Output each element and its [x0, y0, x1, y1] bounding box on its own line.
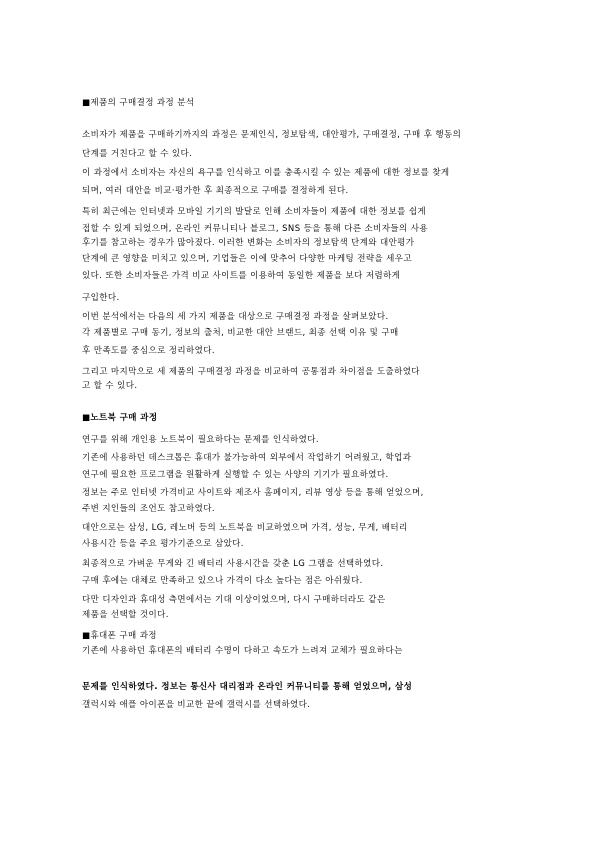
- text-line: 이번 분석에서는 다음의 세 가지 제품을 대상으로 구매결정 과정을 살펴보았다.: [82, 312, 389, 322]
- text-line: 기존에 사용하던 휴대폰의 배터리 수명이 다하고 속도가 느려져 교체가 필요하다는: [82, 646, 403, 656]
- text-line: 주변 지인들의 조언도 참고하였다.: [82, 504, 215, 514]
- text-line: 연구를 위해 개인용 노트북이 필요하다는 문제를 인식하였다.: [82, 435, 319, 445]
- text-line: 제품을 선택할 것이다.: [82, 610, 169, 620]
- text-line: 단계에 큰 영향을 미치고 있으며, 기업들은 이에 맞추어 다양한 마케팅 전략을 세우고: [82, 254, 412, 264]
- text-line: 이 과정에서 소비자는 자신의 욕구를 인식하고 이를 충족시킬 수 있는 제품에 대한 정보를 찾게: [82, 168, 450, 178]
- text-line: 구매 후에는 대체로 만족하고 있으나 가격이 다소 높다는 점은 아쉬웠다.: [82, 576, 363, 586]
- text-line: 갤럭시와 애플 아이폰을 비교한 끝에 갤럭시를 선택하였다.: [82, 700, 311, 710]
- text-line: 대안으로는 삼성, LG, 레노버 등의 노트북을 비교하였으며 가격, 성능, 무게, 배터리: [82, 523, 408, 533]
- text-line: 단계를 거친다고 할 수 있다.: [82, 149, 193, 159]
- text-line: 사용시간 등을 주요 평가기준으로 삼았다.: [82, 539, 244, 549]
- text-line: 되며, 여러 대안을 비교·평가한 후 최종적으로 구매를 결정하게 된다.: [82, 186, 349, 196]
- text-line: 소비자가 제품을 구매하기까지의 과정은 문제인식, 정보탐색, 대안평가, 구매결정, 구매 후 행동의: [82, 130, 462, 140]
- text-line: 특히 최근에는 인터넷과 모바일 기기의 발달로 인해 소비자들이 제품에 대한 정보를 쉽게: [82, 207, 427, 217]
- text-line: 후 만족도를 중심으로 정리하였다.: [82, 346, 215, 356]
- text-line: 고 할 수 있다.: [82, 381, 138, 391]
- text-line: 후기를 참고하는 경우가 많아졌다. 이러한 변화는 소비자의 정보탐색 단계와 대안평가: [82, 238, 415, 248]
- text-line: 최종적으로 가벼운 무게와 긴 배터리 사용시간을 갖춘 LG 그램을 선택하였다.: [82, 559, 384, 569]
- text-line: 각 제품별로 구매 동기, 정보의 출처, 비교한 대안 브랜드, 최종 선택 이유 및 구매: [82, 328, 399, 338]
- text-line: 있다. 또한 소비자들은 가격 비교 사이트를 이용하여 동일한 제품을 보다 저렴하게: [82, 271, 401, 281]
- text-line: 기존에 사용하던 데스크톱은 휴대가 불가능하여 외부에서 작업하기 어려웠고, 학업과: [82, 453, 412, 463]
- text-line: 접할 수 있게 되었으며, 온라인 커뮤니티나 블로그, SNS 등을 통해 다른 소비자들의 사용: [82, 224, 428, 234]
- text-line: ■휴대폰 구매 과정: [82, 631, 157, 641]
- text-line: 다만 디자인과 휴대성 측면에서는 기대 이상이었으며, 다시 구매하더라도 같은: [82, 595, 386, 605]
- text-line: 연구에 필요한 프로그램을 원활하게 실행할 수 있는 사양의 기기가 필요하였다.: [82, 470, 389, 480]
- section-heading: 문제를 인식하였다. 정보는 통신사 대리점과 온라인 커뮤니티를 통해 얻었으며, 삼성: [82, 682, 413, 692]
- section-heading: ■노트북 구매 과정: [82, 413, 158, 423]
- text-line: 구입한다.: [82, 293, 120, 303]
- document-title: ■제품의 구매결정 과정 분석: [82, 98, 195, 108]
- text-line: 정보는 주로 인터넷 가격비교 사이트와 제조사 홈페이지, 리뷰 영상 등을 통해 얻었으며,: [82, 488, 424, 498]
- text-line: 그리고 마지막으로 세 제품의 구매결정 과정을 비교하여 공통점과 차이점을 도출하였다: [82, 367, 420, 377]
